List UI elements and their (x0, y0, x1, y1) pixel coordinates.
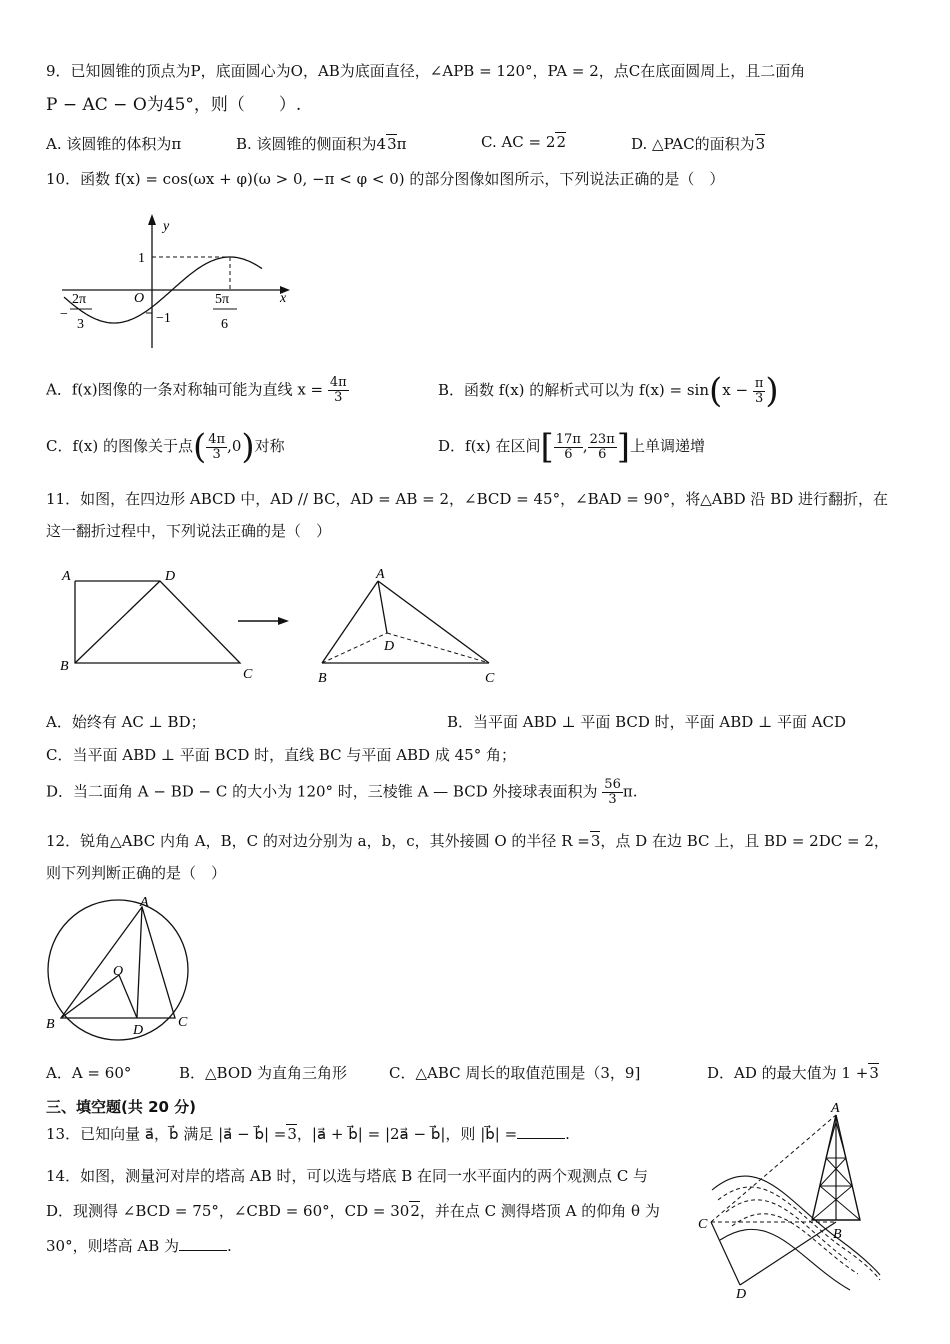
q14-line2-a: D．现测得 ∠BCD = 75°，∠CBD = 60°，CD = 30 (46, 1202, 410, 1220)
q10-option-d-text: D．f(x) 在区间 (438, 437, 541, 455)
q14-tower-brace-5 (826, 1122, 836, 1158)
q14-label-d: D (736, 1287, 747, 1302)
q12-label-c: C (178, 1015, 188, 1030)
q10-neg-one-label: −1 (156, 311, 171, 326)
q9-option-d-text: D. △PAC的面积为 (631, 135, 755, 153)
q11-flat-label-d: D (165, 569, 176, 584)
q13-number: 13． (46, 1125, 81, 1143)
q10-d-d2: 6 (598, 446, 607, 462)
q12-option-c: C．△ABC 周长的取值范围是（3，9] (389, 1064, 641, 1082)
q12-option-d-text: D．AD 的最大值为 1 + (707, 1064, 869, 1082)
q10-a-num: 4π (329, 375, 347, 390)
q11-number: 11． (46, 490, 81, 508)
q14-label-a: A (831, 1101, 840, 1116)
q10-c-tail: ,0 (227, 437, 242, 455)
q10-left-num: 2π (72, 292, 87, 307)
q12-stem-line2: 则下列判断正确的是（ ） (46, 864, 227, 882)
q10-b-den: 3 (755, 390, 764, 406)
q14-tower-brace-2 (820, 1158, 846, 1186)
q14-sight-line-ca (711, 1115, 836, 1222)
q11-option-a: A．始终有 AC ⊥ BD； (46, 713, 206, 731)
q12-stem-a2: ，点 D 在边 BC 上，且 BD = 2DC = 2， (600, 832, 889, 850)
q10-number: 10． (46, 170, 81, 188)
q10-option-d: D．f(x) 在区间[ $\frac{17\pi}{6}$ , $\frac{23\pi}{6}$ ]上单调递增 (438, 427, 706, 467)
q14-river-dash-2 (726, 1200, 850, 1262)
q10-b-lparen: ( (709, 371, 723, 411)
q12-number: 12． (46, 832, 81, 850)
q9-option-d-radicand: 3 (755, 135, 766, 153)
q10-stem-text: 函数 f(x) = cos(ωx + φ)(ω > 0, −π < φ < 0) 的部分图像如图所示，下列说法正确的是（ ） (80, 170, 725, 188)
q12-option-a: A．A = 60° (46, 1064, 132, 1082)
q10-y-label: y (163, 219, 170, 234)
q12-label-o: O (113, 964, 124, 979)
q10-d-lbracket: [ (540, 427, 554, 467)
q14-segment-db (740, 1222, 836, 1285)
q14-line2-b: ，并在点 C 测得塔顶 A 的仰角 θ 为 (419, 1202, 660, 1220)
q10-b-rparen: ) (765, 371, 779, 411)
q10-left-sign: − (60, 307, 68, 322)
q11-fold-label-d: D (384, 639, 395, 654)
q14-label-b: B (833, 1227, 842, 1242)
q10-d-rbracket: ] (616, 427, 631, 467)
q14-line3-text: 30°，则塔高 AB 为 (46, 1237, 179, 1255)
q12-stem-a1: 锐角△ABC 内角 A，B，C 的对边分别为 a，b，c，其外接圆 O 的半径 R = (80, 832, 590, 850)
q10-right-num: 5π (215, 292, 230, 307)
q13-text-a: 已知向量 a⃗，b⃗ 满足 |a⃗ − b⃗| = (80, 1125, 287, 1143)
q10-option-a-text: A．f(x)图像的一条对称轴可能为直线 x = (46, 380, 324, 399)
q14-line3-end: . (226, 1237, 232, 1255)
q14-tower-brace-6 (836, 1122, 846, 1158)
q11-d-post: π. (622, 782, 638, 801)
q10-option-c-text: C．f(x) 的图像关于点 (46, 437, 193, 455)
q11-d-num: 56 (604, 777, 621, 792)
q14-line1-text: 如图，测量河对岸的塔高 AB 时，可以选与塔底 B 在同一水平面内的两个观测点 C 与 (80, 1167, 649, 1185)
q13-tail: . (565, 1125, 570, 1143)
q10-c-num: 4π (208, 431, 226, 447)
q14-river-bank-bottom (720, 1229, 850, 1290)
q12-option-b: B．△BOD 为直角三角形 (179, 1064, 347, 1082)
q11-flat-label-c: C (243, 667, 253, 682)
q10-c-lparen: ( (192, 427, 207, 467)
q9-option-c-text: C. AC = 2 (481, 133, 556, 151)
q14-tower-brace-1 (826, 1158, 852, 1186)
q11-d-den: 3 (608, 792, 617, 807)
q10-one-label: 1 (138, 251, 145, 266)
q13-radicand: 3 (287, 1125, 297, 1143)
q12-option-d-radicand: 3 (869, 1064, 879, 1082)
q12-label-d: D (133, 1023, 144, 1038)
q10-option-b-text: B．函数 f(x) 的解析式可以为 f(x) = sin (438, 381, 710, 399)
q9-stem-line2: P − AC − O为45°，则（ ）. (46, 95, 302, 115)
q11-flat-label-b: B (60, 659, 69, 674)
q11-stem-line2: 这一翻折过程中，下列说法正确的是（ ） (46, 522, 332, 540)
q10-d-n2: 23π (589, 431, 615, 447)
q10-d-n1: 17π (555, 431, 581, 447)
q14-label-c: C (698, 1217, 708, 1232)
q10-c-post: 对称 (254, 437, 285, 455)
q10-b-num: π (754, 375, 764, 391)
q14-river-bank-top (712, 1176, 880, 1275)
q10-d-d1: 6 (564, 446, 573, 462)
q9-option-b-radicand: 3 (387, 135, 397, 153)
q12-label-b: B (46, 1017, 55, 1032)
q10-c-rparen: ) (241, 427, 255, 467)
q9-number: 9． (46, 62, 71, 80)
q11-flat-label-a: A (62, 569, 71, 584)
q10-origin-label: O (134, 291, 145, 306)
q10-c-den: 3 (212, 446, 221, 462)
section3-title: 三、填空题(共 20 分) (46, 1098, 197, 1116)
q11-fold-label-b: B (318, 671, 327, 686)
q10-b-inner: x − (722, 381, 749, 399)
q14-segment-cd (711, 1222, 740, 1285)
q9-option-b-pi: π (396, 135, 407, 153)
q12-label-a: A (140, 895, 149, 910)
q9-option-c-radicand: 2 (556, 133, 566, 151)
q9-stem-a: 已知圆锥的顶点为P，底面圆心为O，AB为底面直径，∠APB = 120°，PA = 2，点C在底面圆周上，且二面角 (70, 62, 806, 80)
q14-line2-radicand: 2 (410, 1202, 420, 1220)
q10-right-den: 6 (221, 317, 228, 332)
q12-stem-radicand: 3 (590, 832, 601, 850)
q9-option-a: A. 该圆锥的体积为π (46, 135, 182, 153)
q10-x-label: x (280, 291, 287, 306)
q11-option-c: C．当平面 ABD ⊥ 平面 BCD 时，直线 BC 与平面 ABD 成 45° 角； (46, 746, 516, 764)
q13-text-b: ，|a⃗ + b⃗| = |2a⃗ − b⃗|，则 |b⃗| = (296, 1125, 518, 1143)
q11-option-b: B．当平面 ABD ⊥ 平面 BCD 时，平面 ABD ⊥ 平面 ACD (447, 713, 847, 731)
q11-fold-label-c: C (485, 671, 495, 686)
q10-left-den: 3 (77, 317, 84, 332)
q14-river-dash-3 (732, 1214, 858, 1274)
q11-fold-label-a: A (376, 567, 385, 582)
q11-option-d-text: D．当二面角 A − BD − C 的大小为 120° 时，三棱锥 A — BCD 外接球表面积为 (46, 782, 598, 801)
q10-d-post: 上单调递增 (630, 437, 706, 455)
q9-option-b-text: B. 该圆锥的侧面积为4 (236, 135, 387, 153)
q10-a-den: 3 (334, 390, 343, 405)
q14-number: 14． (46, 1167, 81, 1185)
q11-stem-a: 如图，在四边形 ABCD 中，AD // BC，AD = AB = 2，∠BCD = 45°，∠BAD = 90°，将△ABD 沿 BD 进行翻折，在 (80, 490, 888, 508)
